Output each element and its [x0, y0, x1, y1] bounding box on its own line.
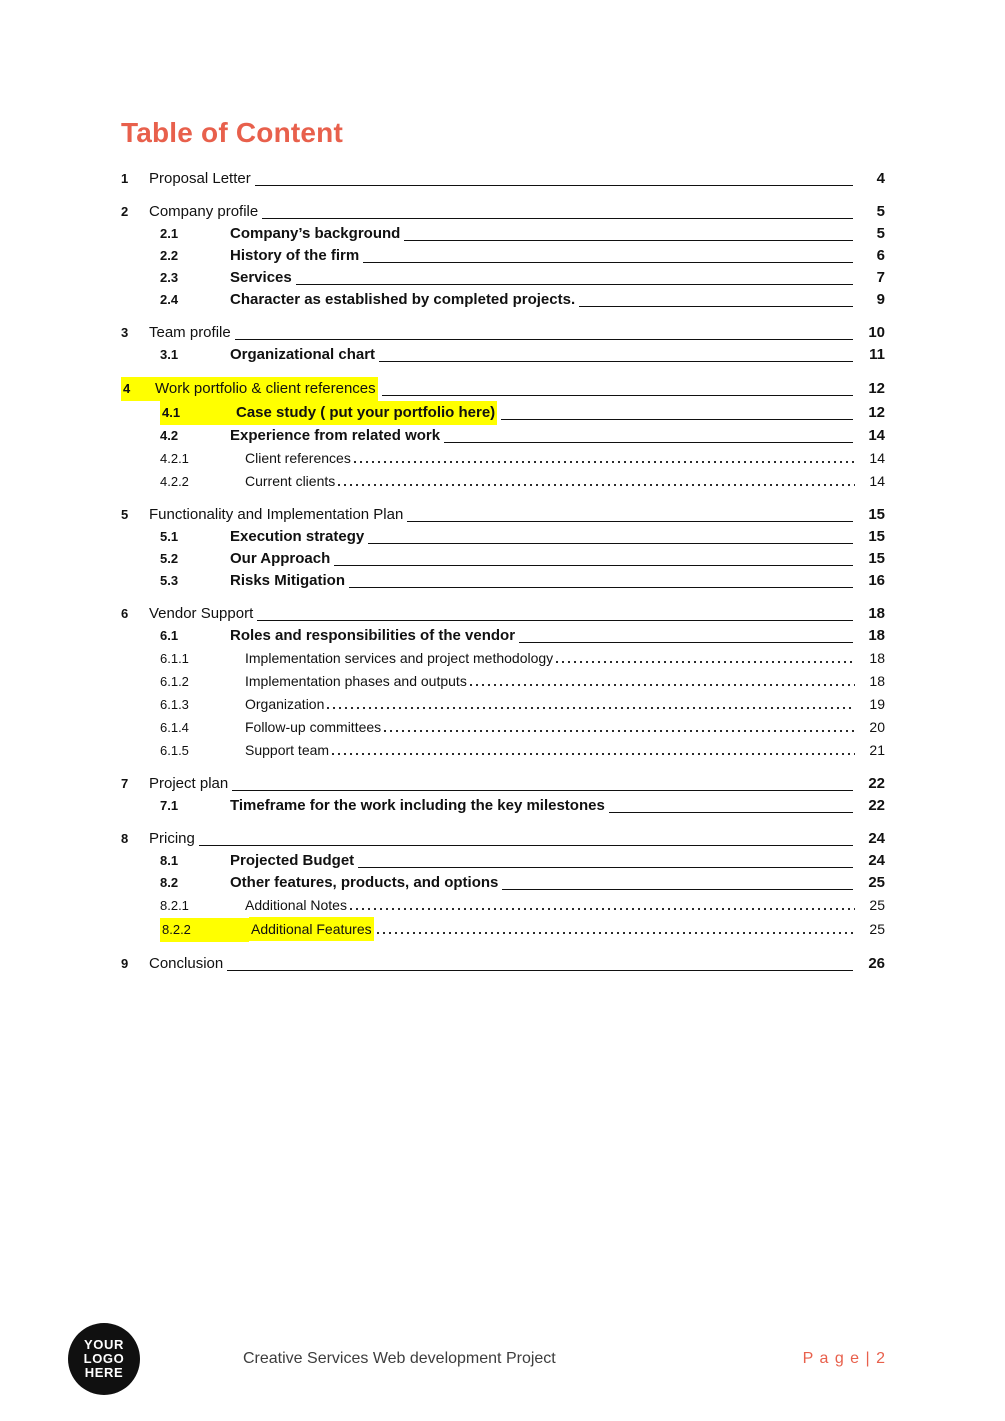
toc-entry-number: 4.2 — [160, 428, 179, 443]
toc-entry-number: 7 — [121, 776, 129, 791]
toc-entry-label[interactable]: Follow-up committees — [245, 719, 382, 735]
footer-page-number: P a g e | 2 — [802, 1350, 886, 1367]
toc-entry — [121, 526, 885, 548]
page-footer — [68, 1322, 886, 1396]
toc-entry — [121, 267, 885, 289]
toc-entry-label[interactable]: Company profile — [149, 203, 259, 220]
toc-entry-label[interactable]: Additional Notes — [245, 897, 347, 913]
toc-entry — [121, 504, 885, 526]
toc-entry-number: 6.1.4 — [160, 720, 189, 735]
toc-entry-label[interactable]: Experience from related work — [230, 427, 441, 444]
toc-entry-page: 18 — [868, 627, 885, 644]
toc-entry-number: 1 — [121, 171, 129, 186]
toc-leader — [334, 565, 853, 566]
toc-entry-page: 14 — [869, 473, 885, 489]
toc-entry-page: 7 — [876, 269, 885, 286]
toc-leader — [379, 361, 853, 362]
toc-entry — [121, 795, 885, 817]
toc-leader — [350, 908, 855, 910]
toc-leader — [363, 262, 853, 263]
toc-entry-page: 24 — [868, 852, 885, 869]
toc-leader — [327, 707, 855, 709]
toc-leader — [368, 543, 853, 544]
toc-leader — [338, 484, 855, 486]
toc-entry-label[interactable]: Projected Budget — [230, 852, 355, 869]
toc-entry-number: 2 — [121, 204, 129, 219]
toc-leader — [502, 889, 853, 890]
toc-leader — [255, 185, 853, 186]
toc-entry-page: 18 — [869, 650, 885, 666]
toc-entry-number: 4 — [121, 377, 153, 401]
toc-entry-number: 4.2.1 — [160, 451, 189, 466]
toc-entry — [121, 201, 885, 223]
toc-entry — [121, 828, 885, 850]
toc-leader — [349, 587, 853, 588]
toc-entry-number: 8.2 — [160, 875, 179, 890]
toc-entry-label[interactable]: Implementation services and project methodology — [245, 650, 554, 666]
toc-entry — [121, 470, 885, 493]
toc-leader — [444, 442, 853, 443]
toc-leader — [579, 306, 853, 307]
toc-entry-label[interactable]: Project plan — [149, 775, 229, 792]
toc-leader — [227, 970, 853, 971]
toc-entry-page: 15 — [868, 528, 885, 545]
toc-entry-label[interactable]: Current clients — [245, 473, 336, 489]
toc-entry-number: 8 — [121, 831, 129, 846]
toc-entry-number: 6.1.2 — [160, 674, 189, 689]
toc-entry-label[interactable]: Conclusion — [149, 955, 224, 972]
toc-entry-label[interactable]: Services — [230, 269, 292, 286]
logo-line: LOGO — [83, 1351, 125, 1366]
toc-entry-page: 24 — [868, 830, 885, 847]
toc-entry-label[interactable]: Case study ( put your portfolio here) — [234, 401, 497, 425]
toc-entry-label[interactable]: Risks Mitigation — [230, 572, 346, 589]
toc-entry — [121, 289, 885, 311]
toc-entry-label[interactable]: Functionality and Implementation Plan — [149, 506, 404, 523]
toc-entry-number: 6.1 — [160, 628, 179, 643]
toc-entry-page: 22 — [868, 775, 885, 792]
toc-entry-page: 18 — [869, 673, 885, 689]
toc-entry-label[interactable]: Support team — [245, 742, 330, 758]
toc-entry-page: 15 — [868, 550, 885, 567]
toc-leader — [404, 240, 853, 241]
toc-entry-number: 9 — [121, 956, 129, 971]
toc-entry-label[interactable]: Roles and responsibilities of the vendor — [230, 627, 516, 644]
toc-entry-page: 21 — [869, 742, 885, 758]
toc-entry-label[interactable]: Execution strategy — [230, 528, 365, 545]
toc-leader — [519, 642, 853, 643]
toc-entry — [121, 548, 885, 570]
logo-line: HERE — [84, 1365, 124, 1380]
toc-entry-page: 25 — [868, 874, 885, 891]
toc-entry-number: 7.1 — [160, 798, 179, 813]
toc-entry-page: 5 — [876, 225, 885, 242]
toc-entry-label[interactable]: Implementation phases and outputs — [245, 673, 467, 689]
footer-project-title: Creative Services Web development Project — [243, 1350, 556, 1367]
toc-entry — [121, 570, 885, 592]
toc-entry-label[interactable]: Timeframe for the work including the key milestones — [230, 797, 605, 814]
toc-entry-number: 6 — [121, 606, 129, 621]
toc-entry-label[interactable]: Our Approach — [230, 550, 331, 567]
toc-entry-number: 5 — [121, 507, 129, 522]
toc-leader — [199, 845, 853, 846]
toc-entry-number: 4.2.2 — [160, 474, 189, 489]
toc-entry-page: 16 — [868, 572, 885, 589]
toc-entry-label[interactable]: Other features, products, and options — [230, 874, 499, 891]
toc-entry — [121, 917, 885, 942]
toc-entry-page: 12 — [868, 404, 885, 421]
toc-entry-label[interactable]: Proposal Letter — [149, 170, 251, 187]
toc-entry-number: 8.2.2 — [160, 918, 249, 942]
toc-entry-number: 6.1.3 — [160, 697, 189, 712]
toc-entry-number: 5.2 — [160, 551, 179, 566]
toc-entry — [121, 245, 885, 267]
toc-entry-number: 6.1.5 — [160, 743, 189, 758]
logo-line: YOUR — [84, 1337, 124, 1352]
toc-entry-label[interactable]: Character as established by completed projects. — [230, 291, 576, 308]
toc-entry-page: 5 — [876, 203, 885, 220]
toc-leader — [358, 867, 853, 868]
toc-entry-label[interactable]: Organizational chart — [230, 346, 376, 363]
toc-list — [121, 168, 885, 975]
toc-entry-page: 25 — [869, 897, 885, 913]
toc-entry — [121, 425, 885, 447]
toc-entry — [121, 168, 885, 190]
toc-entry-page: 10 — [868, 324, 885, 341]
toc-entry-number: 2.1 — [160, 226, 179, 241]
toc-entry-number: 8.1 — [160, 853, 179, 868]
toc-entry-number: 5.3 — [160, 573, 179, 588]
toc-entry-number: 5.1 — [160, 529, 179, 544]
toc-entry — [121, 953, 885, 975]
toc-entry — [121, 716, 885, 739]
toc-leader — [384, 730, 855, 732]
toc-entry — [121, 693, 885, 716]
toc-leader — [377, 932, 855, 934]
toc-entry-page: 4 — [876, 170, 885, 187]
toc-entry-page: 15 — [868, 506, 885, 523]
toc-entry-number: 3.1 — [160, 347, 179, 362]
toc-entry-number: 4.1 — [160, 401, 234, 425]
toc-entry-page: 14 — [868, 427, 885, 444]
logo-placeholder — [68, 1323, 140, 1395]
toc-leader — [257, 620, 853, 621]
toc-entry — [121, 344, 885, 366]
toc-entry-label[interactable]: Organization — [245, 696, 325, 712]
toc-leader — [332, 753, 855, 755]
toc-entry-page: 26 — [868, 955, 885, 972]
toc-leader — [235, 339, 853, 340]
toc-entry — [121, 647, 885, 670]
toc-entry — [121, 447, 885, 470]
toc-entry-page: 19 — [869, 696, 885, 712]
toc-entry-number: 3 — [121, 325, 129, 340]
toc-entry — [121, 739, 885, 762]
toc-entry-label[interactable]: Company’s background — [230, 225, 401, 242]
toc-leader — [501, 419, 853, 420]
toc-entry — [121, 773, 885, 795]
toc-entry-label[interactable]: Additional Features — [249, 917, 374, 941]
toc-entry-page: 14 — [869, 450, 885, 466]
document-page — [121, 116, 885, 975]
toc-entry — [121, 603, 885, 625]
toc-entry-label[interactable]: Pricing — [149, 830, 195, 847]
toc-entry-number: 2.3 — [160, 270, 179, 285]
toc-leader — [354, 461, 855, 463]
toc-entry-page: 18 — [868, 605, 885, 622]
toc-entry — [121, 872, 885, 894]
toc-entry-page: 12 — [868, 380, 885, 397]
toc-entry — [121, 625, 885, 647]
toc-leader — [556, 661, 855, 663]
toc-entry-number: 2.2 — [160, 248, 179, 263]
toc-entry-page: 20 — [869, 719, 885, 735]
page-title: Table of Content — [121, 117, 343, 148]
toc-entry-page: 22 — [868, 797, 885, 814]
toc-entry — [121, 223, 885, 245]
toc-entry-page: 25 — [869, 921, 885, 937]
toc-entry-label[interactable]: Vendor Support — [149, 605, 254, 622]
toc-entry — [121, 850, 885, 872]
toc-entry — [121, 322, 885, 344]
toc-entry-number: 6.1.1 — [160, 651, 189, 666]
toc-leader — [407, 521, 853, 522]
toc-entry-number: 2.4 — [160, 292, 179, 307]
toc-entry-label[interactable]: Work portfolio & client references — [153, 377, 378, 401]
toc-leader — [470, 684, 855, 686]
toc-entry — [121, 401, 885, 425]
toc-entry-number: 8.2.1 — [160, 898, 189, 913]
toc-leader — [382, 395, 853, 396]
toc-leader — [262, 218, 853, 219]
toc-entry-page: 11 — [869, 346, 885, 363]
toc-entry-label[interactable]: History of the firm — [230, 247, 360, 264]
toc-entry-page: 6 — [876, 247, 885, 264]
toc-entry — [121, 670, 885, 693]
toc-leader — [609, 812, 853, 813]
toc-entry — [121, 377, 885, 401]
toc-entry-label[interactable]: Client references — [245, 450, 351, 466]
toc-entry-label[interactable]: Team profile — [149, 324, 231, 341]
toc-entry-page: 9 — [876, 291, 885, 308]
toc-leader — [232, 790, 853, 791]
toc-leader — [296, 284, 853, 285]
toc-entry — [121, 894, 885, 917]
